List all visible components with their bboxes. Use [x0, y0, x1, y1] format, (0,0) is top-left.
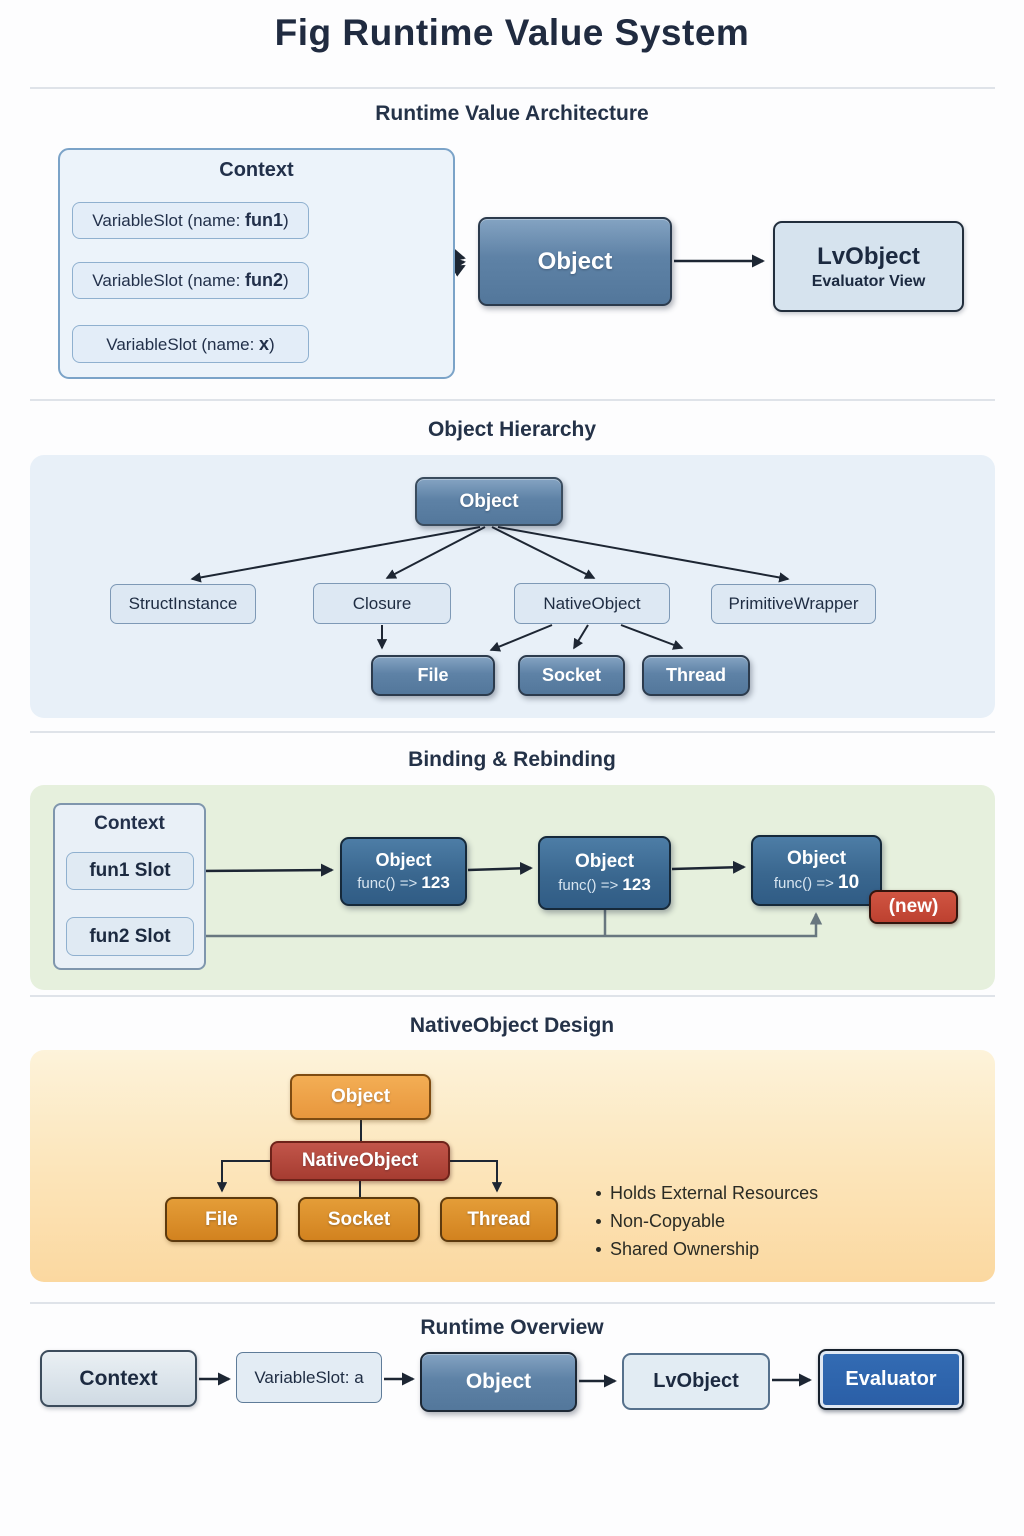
- variable-slot-x: [72, 325, 309, 363]
- fun1-slot: fun1 Slot: [66, 852, 194, 890]
- divider: [30, 87, 995, 89]
- func-value: 123: [622, 875, 651, 894]
- divider: [30, 731, 995, 733]
- hierarchy-file: File: [371, 655, 495, 696]
- section-header-overview: Runtime Overview: [420, 1316, 604, 1339]
- variable-slot-fun1: [72, 202, 309, 239]
- bullet-item: [596, 1211, 818, 1232]
- lvobject-node: [773, 221, 964, 312]
- bullet-item: [596, 1183, 818, 1204]
- func-label: func() =>: [357, 875, 422, 892]
- slot-suffix: ): [283, 271, 289, 290]
- fun2-slot: fun2 Slot: [66, 917, 194, 956]
- divider: [30, 1302, 995, 1304]
- slot-suffix: ): [269, 334, 275, 354]
- hierarchy-closure: Closure: [313, 583, 451, 624]
- slot-prefix: VariableSlot (name:: [92, 271, 246, 290]
- binding-object-title: Object: [574, 851, 635, 872]
- func-label: func() =>: [773, 874, 839, 892]
- hierarchy-root-object: Object: [415, 477, 563, 526]
- overview-context: Context: [40, 1350, 197, 1407]
- new-badge: (new): [869, 890, 958, 924]
- bullet-item: [596, 1239, 818, 1260]
- binding-object-title: Object: [375, 850, 432, 870]
- native-design-socket: Socket: [298, 1197, 420, 1242]
- native-design-thread: Thread: [440, 1197, 558, 1242]
- native-design-file: File: [165, 1197, 278, 1242]
- bullet-dot-icon: [596, 1219, 601, 1224]
- hierarchy-primitivewrapper: PrimitiveWrapper: [711, 584, 876, 624]
- bullet-dot-icon: [596, 1191, 601, 1196]
- slot-suffix: ): [283, 211, 289, 230]
- object-node: Object: [478, 217, 672, 306]
- func-value: 123: [421, 873, 450, 892]
- binding-object-1: [340, 837, 467, 906]
- binding-object-2: [538, 836, 671, 910]
- native-design-panel: [30, 1050, 995, 1282]
- func-value: 10: [838, 871, 860, 893]
- section-header-architecture: Runtime Value Architecture: [375, 102, 649, 125]
- slot-name: fun2: [245, 270, 284, 290]
- section-header-binding: Binding & Rebinding: [408, 748, 616, 771]
- func-label: func() =>: [558, 877, 623, 894]
- native-design-object: Object: [290, 1074, 431, 1120]
- section-header-native-design: NativeObject Design: [409, 1014, 615, 1037]
- variable-slot-fun2: [72, 262, 309, 299]
- bullet-text: Non-Copyable: [610, 1211, 726, 1231]
- divider: [30, 995, 995, 997]
- bullet-text: Holds External Resources: [610, 1183, 819, 1203]
- binding-context-title: Context: [94, 813, 165, 834]
- lvobject-subtitle: Evaluator View: [811, 272, 926, 290]
- bullet-dot-icon: [596, 1247, 601, 1252]
- slot-name: fun1: [245, 210, 284, 230]
- hierarchy-structinstance: StructInstance: [110, 584, 256, 624]
- lvobject-title: LvObject: [817, 242, 920, 270]
- context-title: Context: [219, 159, 294, 181]
- hierarchy-nativeobject: NativeObject: [514, 583, 670, 624]
- section-header-hierarchy: Object Hierarchy: [427, 418, 597, 441]
- overview-lvobject: LvObject: [622, 1353, 770, 1410]
- overview-variableslot: VariableSlot: a: [236, 1352, 382, 1403]
- slot-prefix: VariableSlot (name:: [92, 211, 246, 230]
- binding-object-title: Object: [786, 847, 847, 869]
- native-design-bullets: [596, 1183, 818, 1260]
- slot-name: x: [259, 333, 270, 354]
- hierarchy-socket: Socket: [518, 655, 625, 696]
- bullet-text: Shared Ownership: [610, 1239, 760, 1259]
- hierarchy-thread: Thread: [642, 655, 750, 696]
- overview-evaluator: Evaluator: [818, 1349, 964, 1410]
- overview-object: Object: [420, 1352, 577, 1412]
- native-design-nativeobject: NativeObject: [270, 1141, 450, 1181]
- binding-object-3: [751, 835, 882, 906]
- divider: [30, 399, 995, 401]
- page-title: Fig Runtime Value System: [274, 12, 750, 53]
- slot-prefix: VariableSlot (name:: [106, 334, 260, 354]
